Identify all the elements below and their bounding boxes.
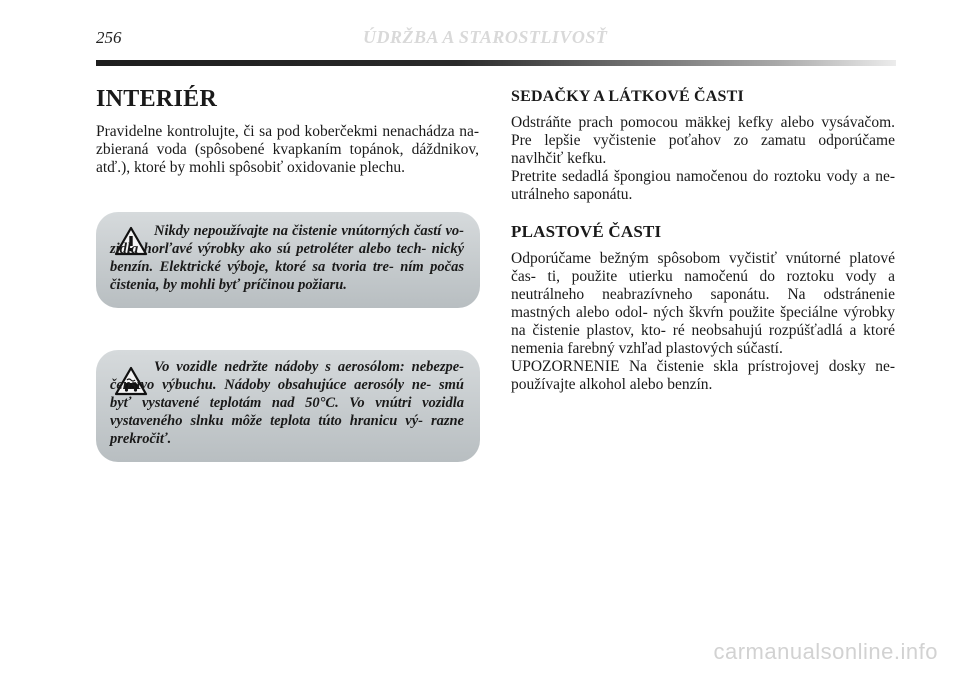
warning-text-aerosol: Vo vozidle nedržte nádoby s aerosólom: nebezpe- čenstvo výbuchu. Nádoby obsahujúce aerosóly ne- smú byť vystavené teplotám nad 50°C. Vo vnútri vozidla vystaveného slnku môže teplota túto hranicu vý- razne prekročiť. bbox=[110, 359, 464, 447]
running-title: ÚDRŽBA A STAROSTLIVOSŤ bbox=[363, 27, 608, 47]
warning-box-flammable bbox=[96, 212, 480, 308]
intro-paragraph: Pravidelne kontrolujte, či sa pod koberčekmi nenachádza na- zbieraná voda (spôsobené kvapkaním topánok, dáždnikov, atď.), ktoré by mohli spôsobiť oxidovanie plechu. bbox=[96, 123, 479, 176]
header-rule bbox=[96, 60, 896, 66]
plastic-paragraph: Odporúčame bežným spôsobom vyčistiť vnútorné platové čas- ti, použite utierku namočenú do roztoku vody a neutrálneho neabrazívneho saponátu. Na odstránenie mastných alebo odol- ných škvŕn použite špeciálne výrobky na čistenie plastov, kto- ré neobsahujú rozpúšťadlá a ktoré nemenia farebný vzhľad plastových súčastí. bbox=[511, 250, 895, 357]
plastic-note: UPOZORNENIE Na čistenie skla prístrojovej dosky ne- používajte alkohol alebo benzín. bbox=[511, 358, 895, 393]
left-column bbox=[96, 86, 479, 177]
page-number: 256 bbox=[96, 28, 122, 47]
warning-text-flammable: Nikdy nepoužívajte na čistenie vnútorných častí vo- zidla horľavé výrobky ako sú petroléter alebo tech- nický benzín. Elektrické výboje, ktoré sa tvoria tre- ním počas čistenia, by mohli byť príčinou požiaru. bbox=[110, 223, 464, 293]
warning-box-aerosol bbox=[96, 350, 480, 462]
seats-paragraph-2: Pretrite sedadlá špongiou namočenou do roztoku vody a ne- utrálneho saponátu. bbox=[511, 168, 895, 203]
seats-heading: SEDAČKY A LÁTKOVÉ ČASTI bbox=[511, 88, 744, 105]
plastic-heading: PLASTOVÉ ČASTI bbox=[511, 222, 662, 241]
right-column bbox=[511, 88, 895, 394]
seats-paragraph-1: Odstráňte prach pomocou mäkkej kefky alebo vysávačom. Pre lepšie vyčistenie poťahov zo zamatu odporúčame navlhčiť kefku. bbox=[511, 114, 895, 167]
section-heading: INTERIÉR bbox=[96, 86, 218, 112]
watermark: carmanualsonline.info bbox=[713, 639, 938, 664]
